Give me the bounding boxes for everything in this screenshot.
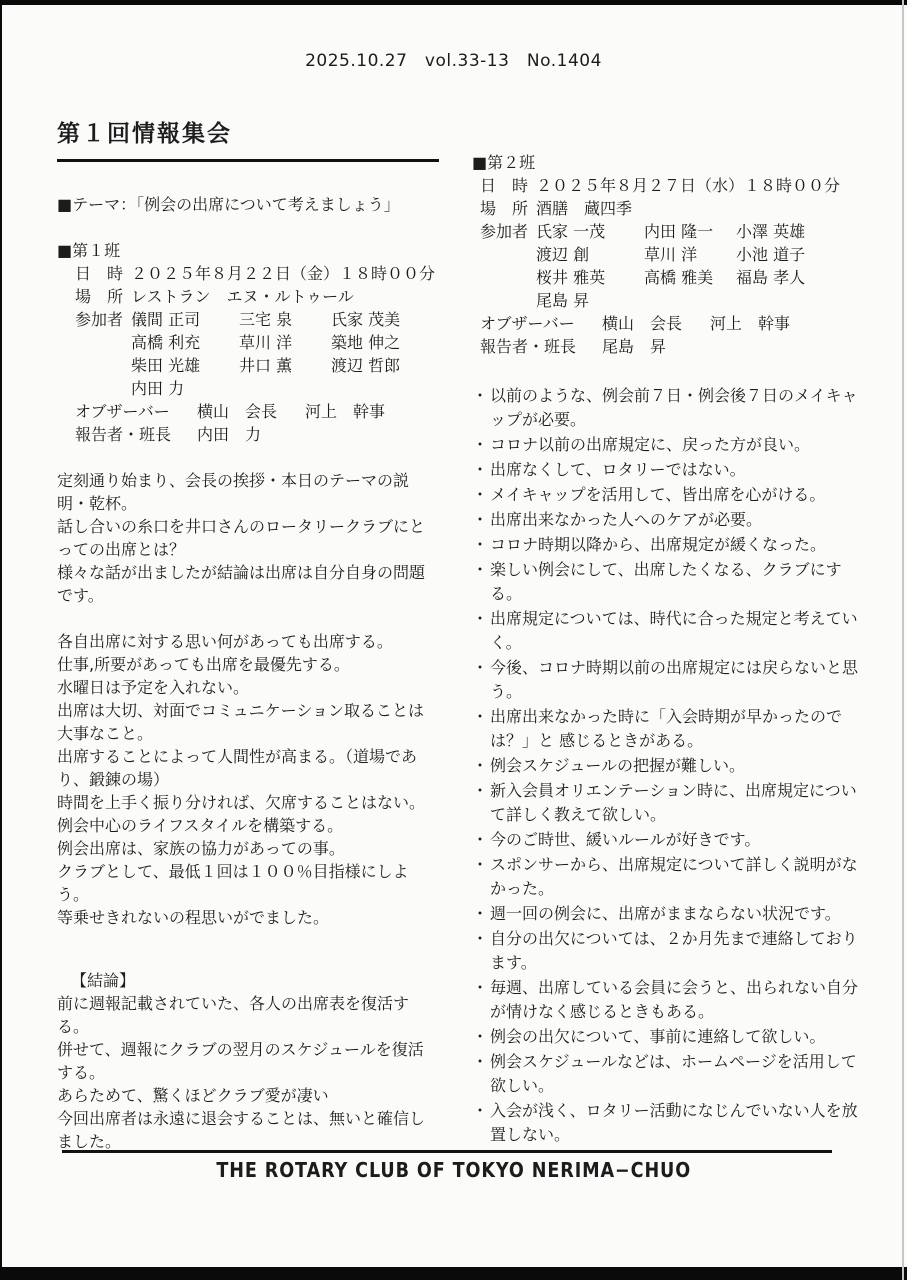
bullet-text: メイキャップを活用して、皆出席を心がける。 [490, 485, 826, 504]
conclusion-block [57, 969, 439, 1153]
paragraph-line: 各自出席に対する思い何があっても出席する。 [57, 631, 393, 651]
bullet-marker: ・ [472, 485, 489, 504]
paragraph-line: 定刻通り始まり、会長の挨拶・本日のテーマの説明・乾杯。 [57, 470, 410, 513]
paragraph-line: 出席することによって人間性が高まる。（道場であり、鍛錬の場） [57, 746, 418, 789]
bullet-text: 今後、コロナ時期以前の出席規定には戻らないと思う。 [490, 658, 859, 701]
page-title: 第１回情報集会 [57, 120, 439, 162]
paragraph-line: 等乗せきれないの程思いがでました。 [57, 907, 330, 927]
participants-row [131, 308, 439, 331]
place-row [75, 285, 439, 308]
left-column [57, 120, 439, 1153]
bullet-marker: ・ [472, 1027, 489, 1046]
bullet-marker: ・ [472, 460, 489, 479]
bullet-item [472, 433, 865, 457]
observer-name: 横山 会長 [197, 401, 278, 421]
conclusion-line: 前に週報記載されていた、各人の出席表を復活する。 [57, 993, 410, 1036]
observer-label: オブザーバー [75, 401, 170, 421]
bullet-text: 出席出来なかった時に「入会時期が早かったのでは？」と 感じるときがある。 [490, 707, 843, 750]
reporter-row [75, 423, 439, 446]
bullet-marker: ・ [472, 609, 489, 628]
participant-name: 渡辺 創 [536, 245, 590, 264]
paragraph-line: クラブとして、最低１回は１００％目指様にしよう。 [57, 861, 409, 904]
place-value: レストラン エヌ・ルトゥール [131, 286, 354, 306]
report-paragraph-2 [57, 630, 439, 929]
conclusion-lines [57, 992, 439, 1153]
conclusion-line: 今回出席者は永遠に退会することは、無いと確信しました。 [57, 1108, 426, 1151]
bullet-item [472, 458, 865, 482]
datetime-value: ２０２５年８月２２日（金）１８時００分 [131, 263, 436, 283]
bullet-marker: ・ [472, 929, 489, 948]
reporter-label: 報告者・班長 [480, 337, 577, 356]
bullet-item [472, 508, 865, 532]
bullet-item [472, 384, 865, 432]
participant-name: 三宅 泉 [239, 309, 293, 329]
bullet-marker: ・ [472, 386, 489, 405]
place-label: 場 所 [480, 199, 529, 218]
participants-row [536, 220, 865, 243]
participant-name: 内田 隆一 [644, 222, 714, 241]
bullet-item [472, 558, 865, 606]
bullet-item [472, 927, 865, 975]
participant-name: 氏家 茂美 [331, 309, 401, 329]
participant-name: 儀間 正司 [131, 309, 201, 329]
participant-name [239, 377, 331, 400]
bullet-item [472, 853, 865, 901]
reporter-name: 内田 力 [197, 424, 262, 444]
bullet-marker: ・ [472, 435, 489, 454]
bullet-marker: ・ [472, 855, 489, 874]
bullet-text: 出席なくして、ロタリーではない。 [490, 460, 746, 479]
bullet-text: 出席出来なかった人へのケアが必要。 [490, 510, 763, 529]
participant-name: 草川 洋 [644, 245, 698, 264]
bullet-text: 例会スケジュールなどは、ホームページを活用して欲しい。 [490, 1052, 857, 1095]
participants-block [480, 220, 865, 312]
scan-edge-right [902, 0, 904, 1280]
bullet-marker: ・ [472, 756, 489, 775]
datetime-label: 日 時 [75, 263, 124, 283]
participants-label: 参加者 [480, 222, 529, 241]
bullet-text: 新入会員オリエンテーション時に、出席規定について詳しく教えて欲しい。 [490, 781, 857, 824]
bullet-text: スポンサーから、出席規定について詳しく説明がなかった。 [490, 855, 858, 898]
bullet-text: 入会が浅く、ロタリー活動になじんでいない人を放置しない。 [490, 1101, 858, 1144]
bullet-text: 例会の出欠について、事前に連絡して欲しい。 [490, 1027, 826, 1046]
observer-row [75, 400, 439, 423]
participant-name: 桜井 雅英 [536, 268, 606, 287]
participant-name: 井口 薫 [239, 355, 293, 375]
participant-name [331, 377, 439, 400]
theme-line: ■テーマ：「例会の出席について考えましょう」 [57, 194, 400, 214]
reporter-label: 報告者・班長 [75, 424, 172, 444]
participant-name: 柴田 光雄 [131, 355, 201, 375]
bullet-text: コロナ時期以降から、出席規定が緩くなった。 [490, 535, 827, 554]
bullet-marker: ・ [472, 1101, 489, 1120]
conclusion-line: 併せて、週報にクラブの翌月のスケジュールを復活する。 [57, 1039, 424, 1082]
paragraph-line: 様々な話が出ましたが結論は出席は自分自身の問題です。 [57, 562, 426, 605]
observer-name: 横山 会長 [602, 314, 683, 333]
participant-name: 高橋 雅美 [644, 268, 714, 287]
participants-row [131, 331, 439, 354]
opinion-bullet-list [472, 384, 865, 1147]
participants-block [75, 308, 439, 400]
right-column [472, 146, 865, 1148]
bullet-item [472, 483, 865, 507]
bullet-item [472, 754, 865, 778]
bullet-marker: ・ [472, 781, 489, 800]
participants-row [131, 377, 439, 400]
footer-rule [62, 1150, 832, 1153]
participant-name: 草川 洋 [239, 332, 293, 352]
paragraph-line: 話し合いの糸口を井口さんのロータリークラブにとっての出席とは？ [57, 516, 426, 559]
conclusion-heading: 【結論】 [71, 970, 136, 990]
observer-row [480, 312, 865, 335]
participants-grid [131, 308, 439, 400]
bullet-item [472, 607, 865, 655]
participant-name: 尾島 昇 [536, 291, 590, 310]
bullet-text: 週一回の例会に、出席がままならない状況です。 [490, 904, 841, 923]
group2-block [472, 151, 865, 358]
datetime-row [480, 174, 865, 197]
paragraph-line: 水曜日は予定を入れない。 [57, 677, 250, 697]
participants-row [536, 243, 865, 266]
conclusion-line: あらためて、驚くほどクラブ愛が凄い [57, 1085, 329, 1105]
participant-name: 小池 道子 [736, 245, 806, 264]
reporter-row [480, 335, 865, 358]
place-value: 酒膳 蔵四季 [536, 199, 633, 218]
observer-name: 河上 幹事 [305, 401, 386, 421]
bullet-marker: ・ [472, 535, 489, 554]
bullet-marker: ・ [472, 1052, 489, 1071]
participant-name: 築地 伸之 [331, 332, 401, 352]
footer-club-name-text: THE ROTARY CLUB OF TOKYO NERIMA−CHUO [216, 1158, 691, 1182]
bullet-item [472, 779, 865, 827]
bullet-text: 出席規定については、時代に合った規定と考えていく。 [490, 609, 858, 652]
bullet-text: 例会スケジュールの把握が難しい。 [490, 756, 746, 775]
participants-row [536, 289, 865, 312]
group1-heading: ■第１班 [57, 240, 121, 260]
bullet-marker: ・ [472, 510, 489, 529]
participants-label: 参加者 [75, 309, 124, 329]
participant-name: 氏家 一茂 [536, 222, 606, 241]
group1-rows [75, 262, 439, 446]
bullet-text: 以前のような、例会前７日・例会後７日のメイキャップが必要。 [490, 386, 858, 429]
bullet-item [472, 1050, 865, 1098]
bullet-item [472, 1025, 865, 1049]
group2-rows [480, 174, 865, 358]
place-label: 場 所 [75, 286, 124, 306]
participant-name: 内田 力 [131, 378, 185, 398]
bullet-item [472, 705, 865, 753]
participants-grid [536, 220, 865, 312]
bullet-text: 今のご時世、緩いルールが好きです。 [490, 830, 761, 849]
footer-club-name [0, 1158, 907, 1182]
place-row [480, 197, 865, 220]
datetime-label: 日 時 [480, 176, 529, 195]
bullet-marker: ・ [472, 904, 489, 923]
datetime-row [75, 262, 439, 285]
paragraph-line: 出席は大切、対面でコミュニケーション取ることは大事なこと。 [57, 700, 425, 743]
participants-row [536, 266, 865, 289]
bullet-item [472, 828, 865, 852]
bullet-item [472, 656, 865, 704]
scan-edge-top [0, 0, 907, 5]
bullet-marker: ・ [472, 658, 489, 677]
observer-name: 河上 幹事 [710, 314, 791, 333]
group2-heading: ■第２班 [472, 153, 536, 172]
bullet-text: 毎週、出席している会員に会うと、出られない自分が情けなく感じるときもある。 [490, 978, 859, 1021]
bullet-marker: ・ [472, 707, 489, 726]
participant-name: 小澤 英雄 [736, 222, 806, 241]
bullet-marker: ・ [472, 560, 489, 579]
participant-name [736, 289, 865, 312]
bullet-item [472, 1099, 865, 1147]
participant-name: 渡辺 哲郎 [331, 355, 401, 375]
bullet-item [472, 902, 865, 926]
paragraph-line: 時間を上手く振り分ければ、欠席することはない。 [57, 792, 426, 812]
group1-block [57, 239, 439, 446]
participant-name: 高橋 利充 [131, 332, 201, 352]
bullet-text: コロナ以前の出席規定に、戻った方が良い。 [490, 435, 811, 454]
participant-name [644, 289, 736, 312]
report-paragraph-1 [57, 469, 439, 607]
paragraph-line: 例会中心のライフスタイルを構築する。 [57, 815, 344, 835]
participants-row [131, 354, 439, 377]
bullet-text: 自分の出欠については、２か月先まで連絡しております。 [490, 929, 858, 972]
bullet-marker: ・ [472, 830, 489, 849]
header-date-line: 2025.10.27 vol.33-13 No.1404 [305, 51, 602, 71]
paragraph-line: 例会出席は、家族の協力があっての事。 [57, 838, 345, 858]
datetime-value: ２０２５年８月２７日（水）１８時００分 [536, 176, 841, 195]
observer-label: オブザーバー [480, 314, 575, 333]
reporter-name: 尾島 昇 [602, 337, 667, 356]
participant-name: 福島 孝人 [736, 268, 806, 287]
paragraph-line: 仕事,所要があっても出席を最優先する。 [57, 654, 350, 674]
bullet-item [472, 976, 865, 1024]
bullet-item [472, 533, 865, 557]
scan-edge-left [0, 0, 2, 1280]
bullet-text: 楽しい例会にして、出席したくなる、クラブにする。 [490, 560, 842, 603]
scan-edge-bottom [0, 1267, 907, 1280]
bullet-marker: ・ [472, 978, 489, 997]
